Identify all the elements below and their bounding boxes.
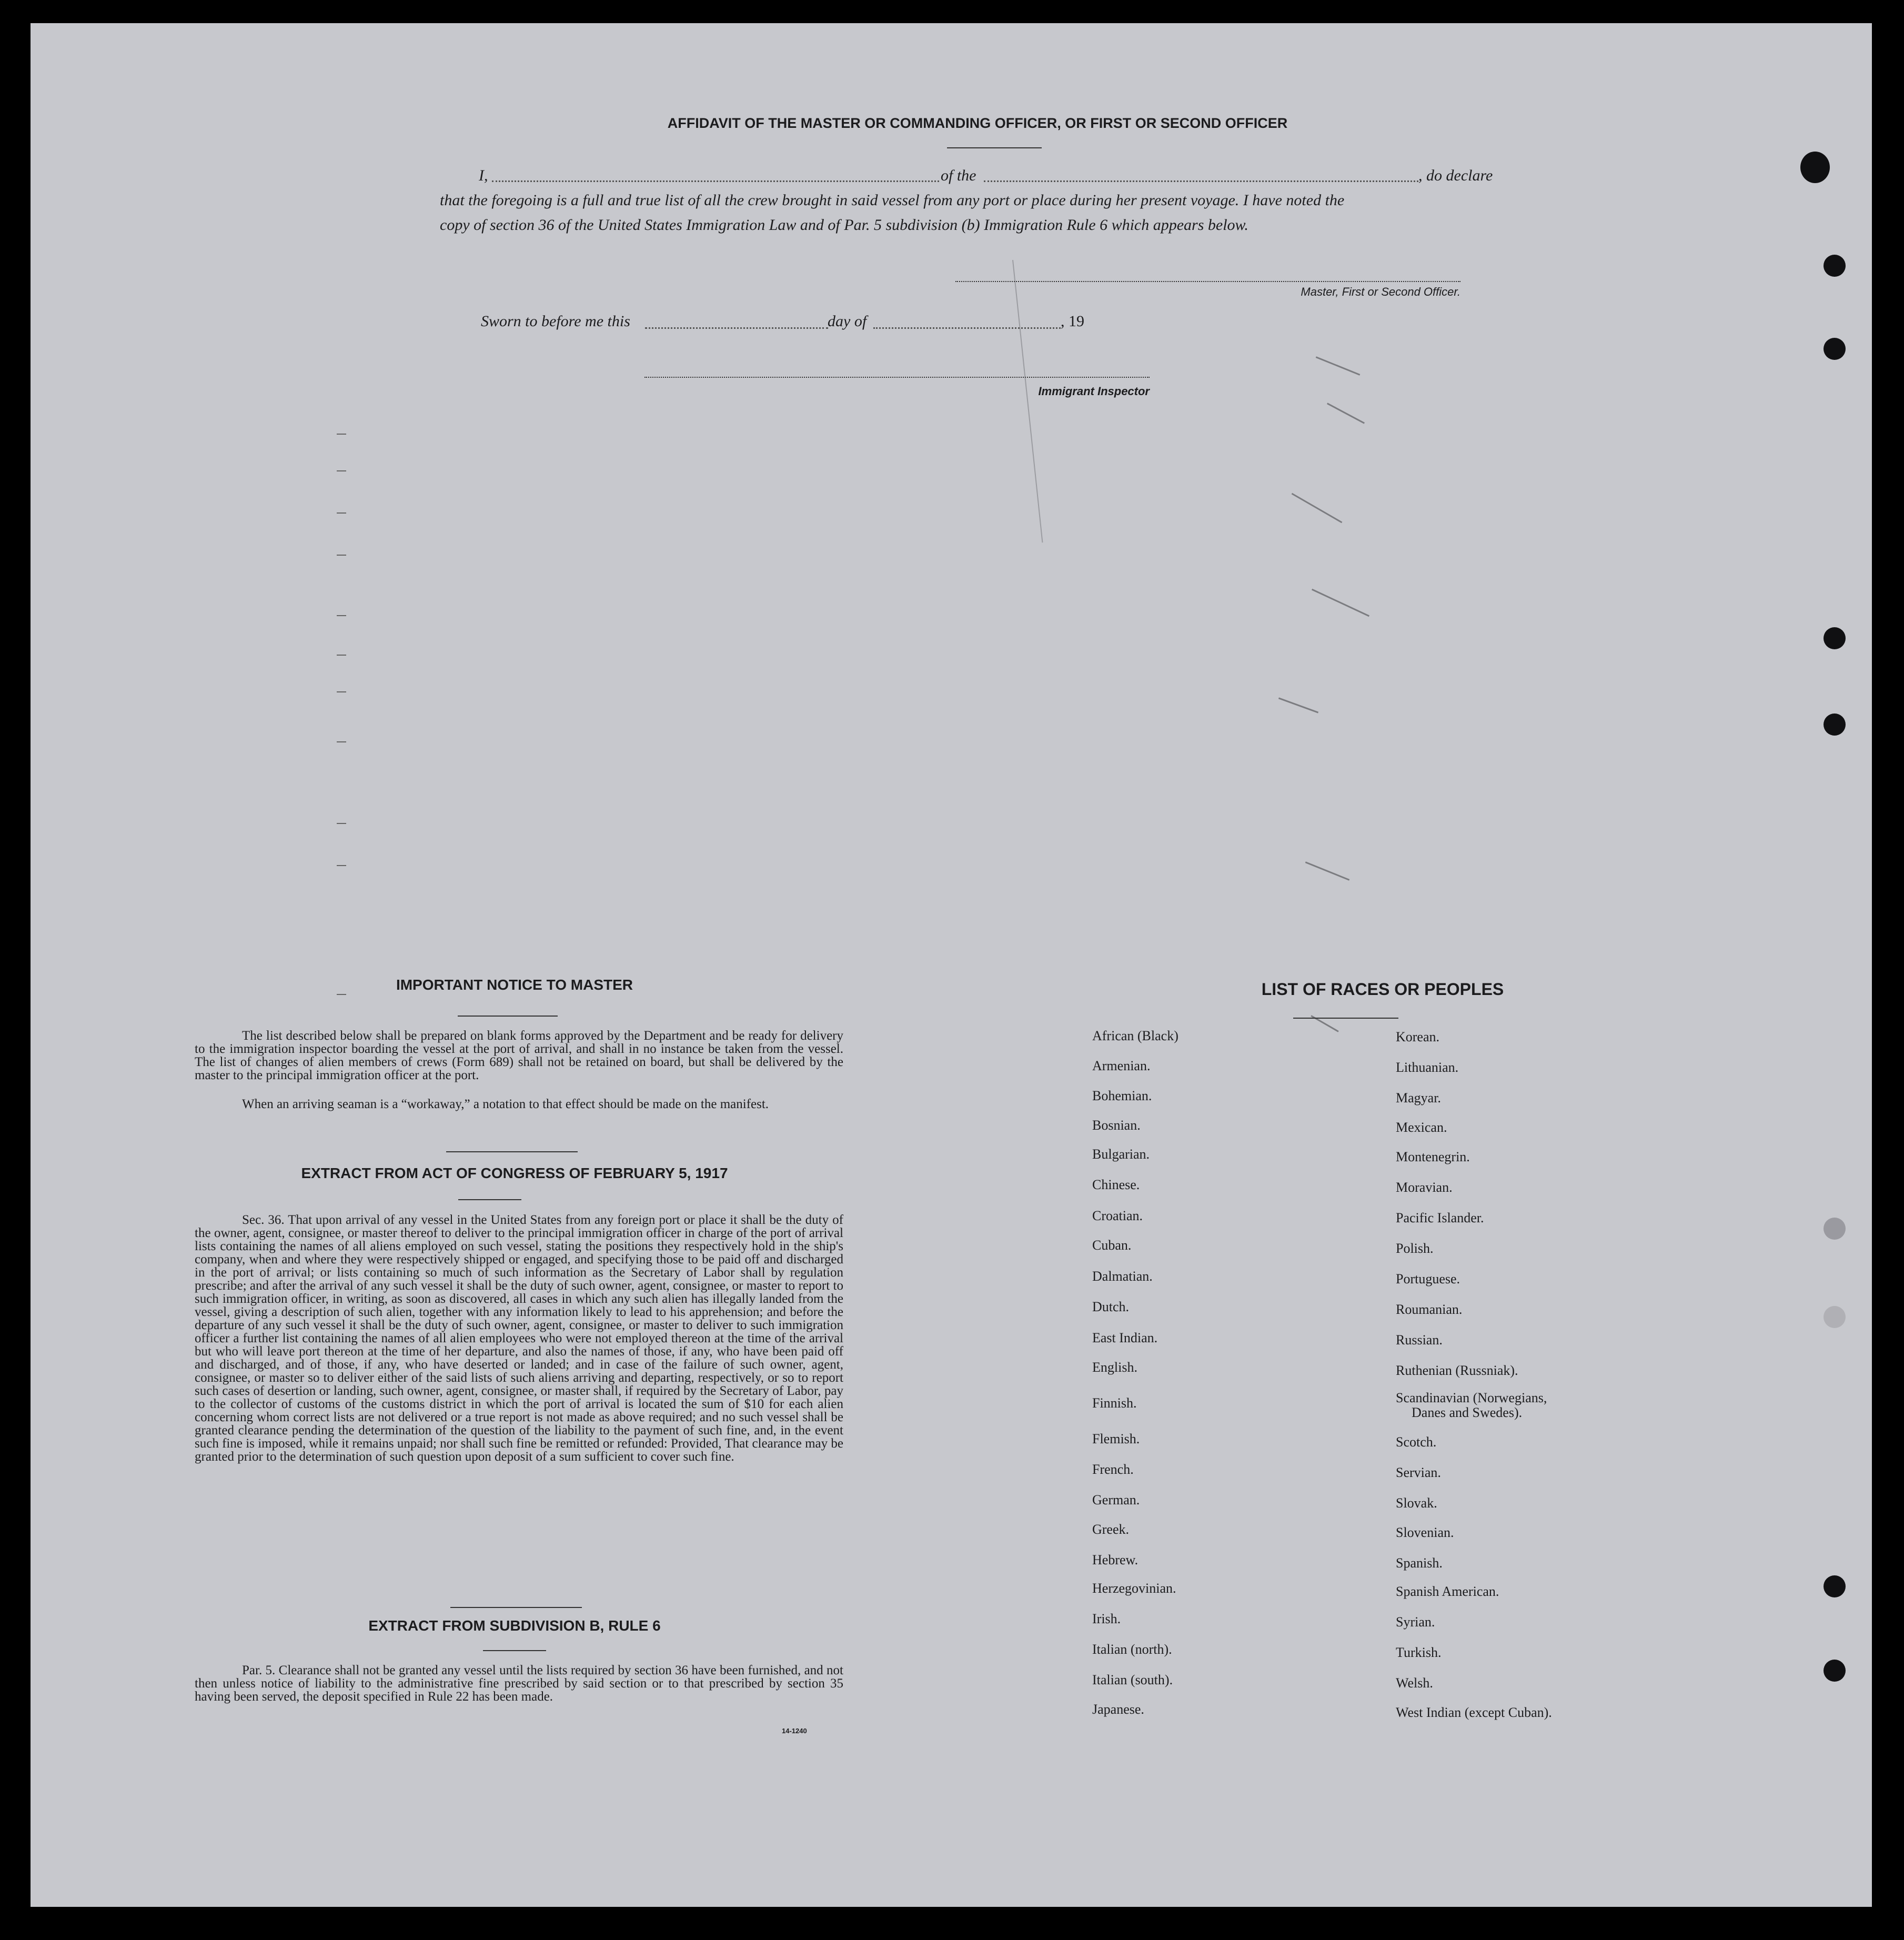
punch-hole [1824, 338, 1846, 360]
margin-tick [337, 741, 346, 742]
scratch-mark [1327, 403, 1365, 424]
rule-text: Par. 5. Clearance shall not be granted any vessel until the lists required by section 36 have been furnished, and not then unless notice of liability to the administrative fine prescribed by said section or to that prescribed by section 35 having been served, the deposit specified in Rule 22 has been made. [195, 1663, 843, 1704]
notice-para2: When an arriving seaman is a “workaway,” a notation to that effect should be made on the manifest. [242, 1097, 769, 1111]
name-blank-line[interactable] [492, 180, 939, 182]
margin-tick [337, 434, 346, 435]
punch-hole [1800, 152, 1830, 183]
affidavit-title: AFFIDAVIT OF THE MASTER OR COMMANDING OFFICER, OR FIRST OR SECOND OFFICER [667, 115, 1288, 131]
act-title: EXTRACT FROM ACT OF CONGRESS OF FEBRUARY 5, 1917 [301, 1165, 728, 1181]
race-item: Slovenian. [1396, 1525, 1454, 1540]
race-item: Pacific Islander. [1396, 1210, 1484, 1225]
race-item: Flemish. [1092, 1431, 1140, 1446]
race-item: Bohemian. [1092, 1088, 1152, 1103]
margin-tick [337, 555, 346, 556]
race-item: Herzegovinian. [1092, 1581, 1176, 1596]
race-item: Ruthenian (Russniak). [1396, 1363, 1518, 1378]
race-item: Croatian. [1092, 1208, 1143, 1223]
scratch-mark [1312, 589, 1369, 617]
race-item: Greek. [1092, 1522, 1130, 1537]
race-item: English. [1092, 1360, 1137, 1375]
margin-tick [337, 865, 346, 866]
race-item: Scotch. [1396, 1434, 1437, 1450]
race-item: Lithuanian. [1396, 1060, 1459, 1075]
race-item: Magyar. [1396, 1090, 1441, 1105]
race-item: Irish. [1092, 1611, 1121, 1626]
sworn-day-of: day of [828, 313, 867, 330]
punch-hole [1824, 1218, 1846, 1240]
affidavit-of-the: of the [941, 167, 976, 184]
race-item: Polish. [1396, 1241, 1434, 1256]
punch-hole [1824, 1660, 1846, 1682]
race-item: Italian (south). [1092, 1672, 1173, 1687]
race-item: German. [1092, 1492, 1140, 1507]
race-item: Syrian. [1396, 1614, 1435, 1630]
race-item: West Indian (except Cuban). [1396, 1705, 1552, 1720]
race-item: East Indian. [1092, 1330, 1158, 1345]
punch-hole [1824, 255, 1846, 277]
affidavit-i: I, [479, 167, 488, 184]
margin-tick [337, 994, 346, 995]
margin-tick [337, 470, 346, 471]
title-underline [947, 147, 1042, 148]
margin-tick [337, 691, 346, 692]
punch-hole [1824, 713, 1846, 736]
race-item: French. [1092, 1462, 1134, 1477]
race-item: Armenian. [1092, 1058, 1151, 1073]
scratch-mark [1278, 697, 1318, 713]
scratch-mark [1305, 861, 1350, 880]
punch-hole [1824, 1306, 1846, 1328]
document-page [31, 23, 1872, 1907]
race-item: Montenegrin. [1396, 1149, 1470, 1164]
race-item: Hebrew. [1092, 1552, 1139, 1567]
master-signature-label: Master, First or Second Officer. [1301, 285, 1460, 298]
vessel-blank-line[interactable] [984, 180, 1418, 182]
rule-underline [483, 1650, 546, 1651]
scratch-mark [1316, 356, 1361, 375]
inspector-signature-line[interactable] [644, 377, 1150, 378]
race-item: Japanese. [1092, 1702, 1144, 1717]
race-item: Chinese. [1092, 1177, 1140, 1192]
scratch-mark [1292, 493, 1343, 524]
race-item: African (Black) [1092, 1028, 1178, 1043]
affidavit-line2: that the foregoing is a full and true list of all the crew brought in said vessel from any port or place during her present voyage. I have noted the [440, 192, 1345, 209]
scratch-mark [1012, 260, 1043, 542]
race-item: Mexican. [1396, 1120, 1447, 1135]
race-item: Servian. [1396, 1465, 1441, 1480]
race-item: Portuguese. [1396, 1271, 1460, 1286]
race-item: Slovak. [1396, 1495, 1437, 1511]
race-item: Welsh. [1396, 1675, 1433, 1691]
race-item: Russian. [1396, 1332, 1443, 1348]
race-item: Roumanian. [1396, 1302, 1463, 1317]
notice-divider [446, 1151, 578, 1152]
race-item: Bosnian. [1092, 1118, 1141, 1133]
margin-tick [337, 615, 346, 616]
affidavit-declare: , do declare [1418, 167, 1493, 184]
sworn-year: , 19 [1061, 313, 1084, 330]
notice-para1: The list described below shall be prepared on blank forms approved by the Department and be ready for delivery to the immigration inspector boarding the vessel at the port of arrival, and shall in no instance be taken from the vessel. The list of changes of alien members of crews (Form 689) shall not be retained on board, but shall be delivered by the master to the principal immigration officer at the port. [195, 1029, 843, 1082]
act-divider [450, 1607, 582, 1608]
act-text: Sec. 36. That upon arrival of any vessel in the United States from any foreign port or place it shall be the duty of the owner, agent, consignee, or master thereof to deliver to the principal immigration officer in charge of the port of arrival lists containing the names of all aliens employed on such vessel, stating the positions they respectively hold in the ship's company, when and where they were respectively shipped or engaged, and specifying those to be paid off and discharged in the port of arrival; or lists containing so much of such information as the Secretary of Labor shall by regulation prescribe; and after the arrival of any such vessel it shall be the duty of such owner, agent, consignee, or master to report to such immigration officer, in writing, as soon as discovered, all cases in which any such alien has illegally landed from the vessel, giving a description of such alien, together with any information likely to lead to his apprehension; and before the departure of any such vessel it shall be the duty of such owner, agent, consignee, or master to deliver to such immigration officer a further list containing the names of all alien employees who were not employed thereon at the time of the arrival but who will leave port thereon at the time of her departure, and also the names of those, if any, who have been paid off and discharged, and of those, if any, who have deserted or landed; and in case of the failure of such owner, agent, consignee, or master so to deliver either of the said lists of such aliens arriving and departing, respectively, or so to report such cases of desertion or landing, such owner, agent, consignee, or master shall, if required by the Secretary of Labor, pay to the collector of customs of the customs district in which the port of arrival is located the sum of $10 for each alien concerning whom correct lists are not delivered or a true report is not made as above required; and no such vessel shall be granted clearance pending the determination of the question of the liability to the payment of such fine, and, in the event such fine is imposed, while it remains unpaid; nor shall such fine be remitted or refunded: Provided, That clearance may be granted prior to the determination of such question upon deposit of a sum sufficient to cover such fine. [195, 1213, 843, 1464]
margin-tick [337, 823, 346, 824]
notice-title: IMPORTANT NOTICE TO MASTER [396, 977, 633, 993]
race-item: Moravian. [1396, 1180, 1453, 1195]
master-signature-line[interactable] [955, 281, 1460, 282]
notice-underline [458, 1016, 558, 1017]
sworn-prefix: Sworn to before me this [481, 313, 630, 330]
punch-hole [1824, 627, 1846, 649]
race-item: Dutch. [1092, 1299, 1130, 1314]
race-item: Dalmatian. [1092, 1269, 1153, 1284]
race-item: Scandinavian (Norwegians, [1396, 1390, 1547, 1405]
punch-hole [1824, 1575, 1846, 1597]
race-item: Turkish. [1396, 1645, 1442, 1660]
races-underline [1293, 1018, 1398, 1019]
affidavit-line3: copy of section 36 of the United States Immigration Law and of Par. 5 subdivision (b) Immigration Rule 6 which appears below. [440, 216, 1248, 234]
act-underline [458, 1199, 521, 1200]
race-item: Bulgarian. [1092, 1147, 1150, 1162]
race-item: Italian (north). [1092, 1642, 1172, 1657]
race-item: Spanish. [1396, 1555, 1443, 1571]
race-item: Danes and Swedes). [1412, 1405, 1523, 1420]
margin-tick [337, 512, 346, 514]
race-item: Spanish American. [1396, 1584, 1499, 1599]
form-number: 14-1240 [782, 1727, 807, 1735]
margin-tick [337, 655, 346, 656]
sworn-month-blank[interactable] [873, 327, 1061, 329]
inspector-label: Immigrant Inspector [1038, 385, 1150, 398]
race-item: Korean. [1396, 1029, 1440, 1044]
sworn-day-blank[interactable] [645, 327, 828, 329]
rule-title: EXTRACT FROM SUBDIVISION B, RULE 6 [368, 1617, 661, 1634]
races-title: LIST OF RACES OR PEOPLES [1261, 980, 1504, 999]
race-item: Cuban. [1092, 1238, 1132, 1253]
race-item: Finnish. [1092, 1395, 1137, 1411]
